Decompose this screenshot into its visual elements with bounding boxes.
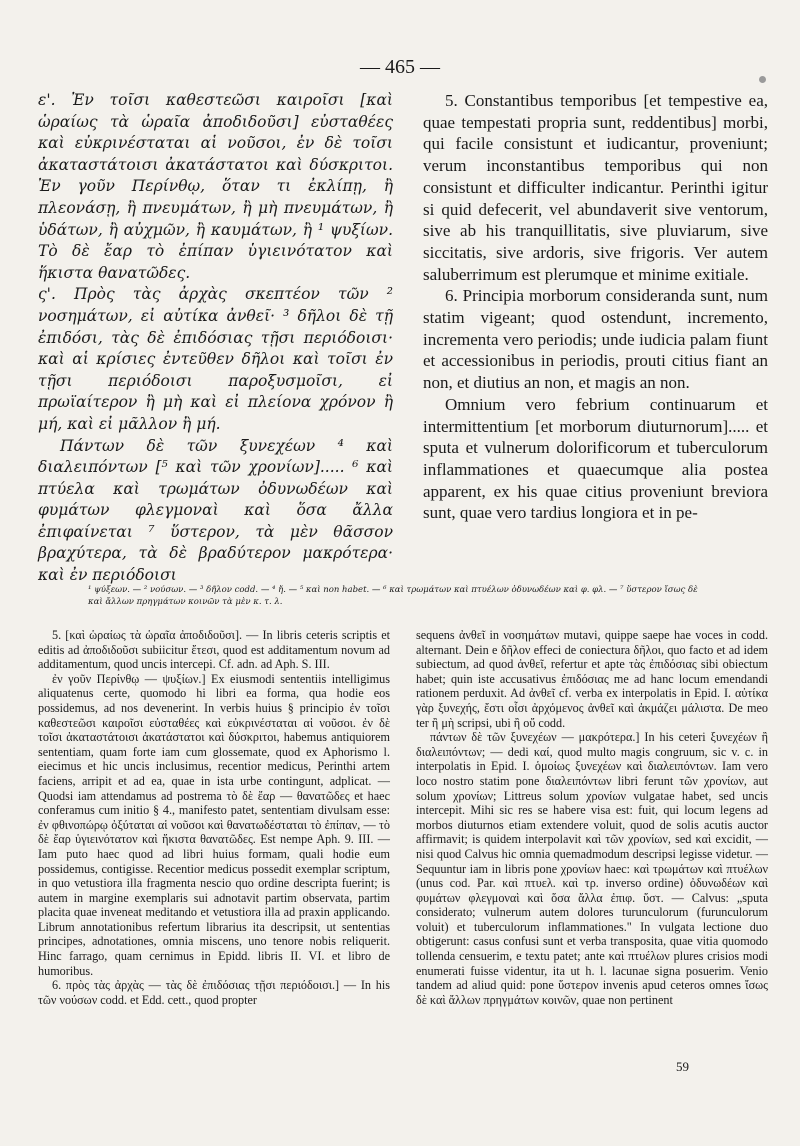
greek-column (38, 90, 393, 587)
note-paragraph: 5. [καὶ ὡραίως τὰ ὡραῖα ἀποδιδοῦσι]. — In libris ceteris scriptis et editis ad ἀποδιδοῦσι subiicitur ἔτεσι, quod est additamentum novum ad additamentum, quod uncis intercepi. Cf. adn. ad Aph. S. III. (38, 628, 390, 672)
footnote-line-2: καὶ ἄλλων πρηγμάτων κοινῶν τὰ μὲν κ. τ. λ. (88, 597, 283, 607)
latin-column (423, 90, 768, 524)
latin-paragraph-6: 6. Principia morborum consideranda sunt, num statim vigeant; quod ostendunt, incremento, incrementa vero periodis; unde iudicia palam fiunt et accessionibus in periodis, prouti citius fiant an non, et diutius an non, et magis an non. (423, 286, 768, 393)
commentary (38, 628, 768, 1048)
greek-paragraph-7: Πάντων δὲ τῶν ξυνεχέων ⁴ καὶ διαλειπόντων [⁵ καὶ τῶν χρονίων]..... ⁶ καὶ πτύελα καὶ τρωμάτων ὀδυνωδέων καὶ φυμάτων φλεγμοναὶ καὶ ὅσα ἄλλα ἐπιφαίνεται ⁷ ὕστερον, τὰ μὲν θᾶσσον βραχύτερα, τὰ δὲ βραδύτερον μακρότερα· καὶ ἐν περιόδοισι (38, 436, 393, 585)
page-number: 59 (676, 1059, 689, 1074)
commentary-right-column (416, 628, 768, 1007)
commentary-left-column (38, 628, 390, 1007)
footnotes (88, 584, 768, 608)
latin-paragraph-5: 5. Constantibus temporibus [et tempestive ea, quae tempestati propria sunt, reddentibus] morbi, qui facile consistunt et iudicantur, proveniunt; verum inconstantibus temporibus qui non consistunt et difficulter indicantur. Perinthi igitur si quid defecerit, vel abundaverit sive ventorum, sive ab his tranquillitatis, sive pluviarum, sive siccitatis, sive ardoris, sive frigoris. Ver autem saluberrimum est plerumque et minime exitiale. (423, 91, 768, 284)
ink-spot (759, 76, 766, 83)
greek-paragraph-5: ε'. Ἐν τοῖσι καθεστεῶσι καιροῖσι [καὶ ὡραίως τὰ ὡραῖα ἀποδιδοῦσι] εὐσταθέες καὶ εὐκρινέσταται αἱ νοῦσοι, ἐν δὲ τοῖσι ἀκαταστάτοισι ἀκατάστατοι καὶ δύσκριτοι. Ἐν γοῦν Περίνθῳ, ὅταν τι ἐκλίπῃ, ἢ πλεονάσῃ, ἢ πνευμάτων, ἢ μὴ πνευμάτων, ἢ ὑδάτων, ἢ αὐχμῶν, ἢ καυμάτων, ἢ ¹ ψυξίων. Τὸ δὲ ἔαρ τὸ ἐπίπαν ὑγιεινότατον καὶ ἥκιστα θανατῶδες. (38, 91, 393, 282)
main-text (38, 90, 768, 585)
greek-paragraph-6: ς'. Πρὸς τὰς ἀρχὰς σκεπτέον τῶν ² νοσημάτων, εἰ αὐτίκα ἀνθεῖ· ³ δῆλοι δὲ τῇ ἐπιδόσι, τὰς δὲ ἐπιδόσιας τῇσι περιόδοισι· καὶ αἱ κρίσιες ἐντεῦθεν δῆλοι καὶ τοῖσι ἐν τῇσι περιόδοισι παροξυσμοῖσι, εἰ πρωϊαίτερον ἢ μὴ καὶ εἰ πλείονα χρόνον ἢ μή, καὶ εἰ μᾶλλον ἢ μή. (38, 285, 393, 433)
latin-paragraph-7: Omnium vero febrium continuarum et intermittentium [et morborum diuturnorum]..... et sputa et vulnerum dolorificorum et tuberculorum inflammationes et quaecumque alia postea apparent, ex his quae citius proveniunt breviora sunt, quae vero tardius longiora et in pe- (423, 394, 768, 523)
note-paragraph: sequens ἀνθεῖ in νοσημάτων mutavi, quippe saepe hae voces in codd. alternant. Dein e δῆλον effeci de coniectura δῆλοι, quo facto et ad idem subiectum, ad quod ἀνθεῖ, refertur et apte τὰς ἐπιδόσιας sibi obiectum habet; quin iste accusativus ἐπιδόσιας me ad hanc locum emendandi rationem perduxit. Ad ἀνθεῖ cf. verba ex interpolatis in Epid. I. αὐτίκα γὰρ ξυνεχής, ἔστι οἷσι ἀρχόμενος ἀνθεῖ καὶ ἀκμάζει μάλιστα. De meo ter ἢ μὴ scripsi, ubi ἢ οὔ codd. (416, 628, 768, 730)
page-header: — 465 — (360, 56, 440, 78)
footnote-line-1: ¹ ψύξεων. — ² νούσων. — ³ δῆλον codd. — ⁴ ἤ. — ⁵ καὶ non habet. — ⁶ καὶ τρωμάτων καὶ πτυέλων ὀδυνωδέων καὶ φ. φλ. — ⁷ ὕστερον ἴσως δὲ (88, 585, 698, 595)
note-paragraph: ἐν γοῦν Περίνθῳ — ψυξίων.] Ex eiusmodi sententiis intelligimus aliquatenus certe, quomodo hi libri ea forma, qua hodie eos possidemus, ad nos devenerint. In verbis huius § principio ἐν τοῖσι καθεστεῶσι καιροῖσι εὐσταθέες καὶ εὐκρινέσταται αἱ νοῦσοι. ἐν δὲ τοῖσι ἀκαταστάτοισι ἀκατάστατοι καὶ δύσκριτοι, habemus antiquiorem sententiam, quam forte iam cum glossemate, quod ex Aphorismo l. eiecimus et hic uncis inclusimus, recentior medicus, Perinthi artem faciens, arripit et ad ea, quae in ista urbe contingunt, adplicat. — Quodsi iam attendamus ad postrema τὸ δὲ ἔαρ — θανατῶδες et haec conferamus cum initio § 4., manifesto patet, sententiam divulsam esse: ἐν φθινοπώρῳ ὀξύταται αἱ νοῦσοι καὶ θανατωδέσταται τὸ ἐπίπαν, — τὸ δὲ ἔαρ ὑγιεινότατον καὶ ἥκιστα θανατῶδες. Est nempe Aph. 9. III. — Iam puto haec quod ad libri huius formam, quali hodie eum possidemus, contigisse. Recentior medicus possedit exemplar scriptum, in quo vetustiora illa fragmenta nescio quo ordine descripta fuerint; is autem in margine exemplaris sui adnotavit partim observata, partim placita quae inveneat meditando et vetustiora illa ad praxin applicando. Librum annotationibus refertum librarius ita descripsit, ut sententias principes, adnotationes, omnia miscens, uno tenore nobis reliquerit. Hinc farrago, quam cernimus in Epidd. libris II. VI. et libro de humoribus. (38, 671, 390, 978)
note-paragraph: πάντων δὲ τῶν ξυνεχέων — μακρότερα.] In his ceteri ξυνεχέων ἢ διαλειπόντων; — dedi καί, quod multo magis congruum, sic v. c. in interpolatis in Epid. I. ὁμοίως ξυνεχέων καὶ διαλειπόντων. Iam vero loco nostro statim pone διαλειπόντων libri ferunt τῶν χρονίων, aut solum χρονίων; Littreus solum χρονίων vulgatae habet, sed uncis intercepit. Mihi sic res se habere visa est: fuit, qui locum legens ad morbos diuturnos etiam extendere voluit, quod de solis acutis auctor affirmavit; is quidem interpolavit καὶ τῶν χρονίων, sed καὶ excidit, — nisi quod Calvus hic omnia quemadmodum descripsi legisse videtur. — Sequuntur iam in libris pone χρονίων haec: καὶ τρωμάτων καὶ πτυέλων (unus cod. Par. καὶ πτυελ. καὶ τρ. inverso ordine) ὀδυνωδέων καὶ φυμάτων φλεγμοναὶ καὶ ὅσα ἄλλα ἐπιφ. ὕστ. — Calvus: „sputa considerato; vulnerum autem dolores turunculorum (furunculorum voluit) et tuberculorum inflammationes." In vulgata lectione duo obtigerunt: casus confusi sunt et verba transposita, quae vitia quomodo tollenda censuerim, e textu patet; ante καὶ πτυέλων plures crisios modi enumerati fuisse videntur, ita ut h. l. lacunae signa posuerim. Venio tandem ad aliud quid: pone ὕστερον invenis apud ceteros omnes ἴσως δὲ καὶ ἄλλων πρηγμάτων κοινῶν, quae non pertinent (416, 730, 768, 1007)
note-paragraph: 6. πρὸς τὰς ἀρχὰς — τὰς δὲ ἐπιδόσιας τῇσι περιόδοισι.] — In his τῶν νούσων codd. et Edd. cett., quod propter (38, 978, 390, 1007)
